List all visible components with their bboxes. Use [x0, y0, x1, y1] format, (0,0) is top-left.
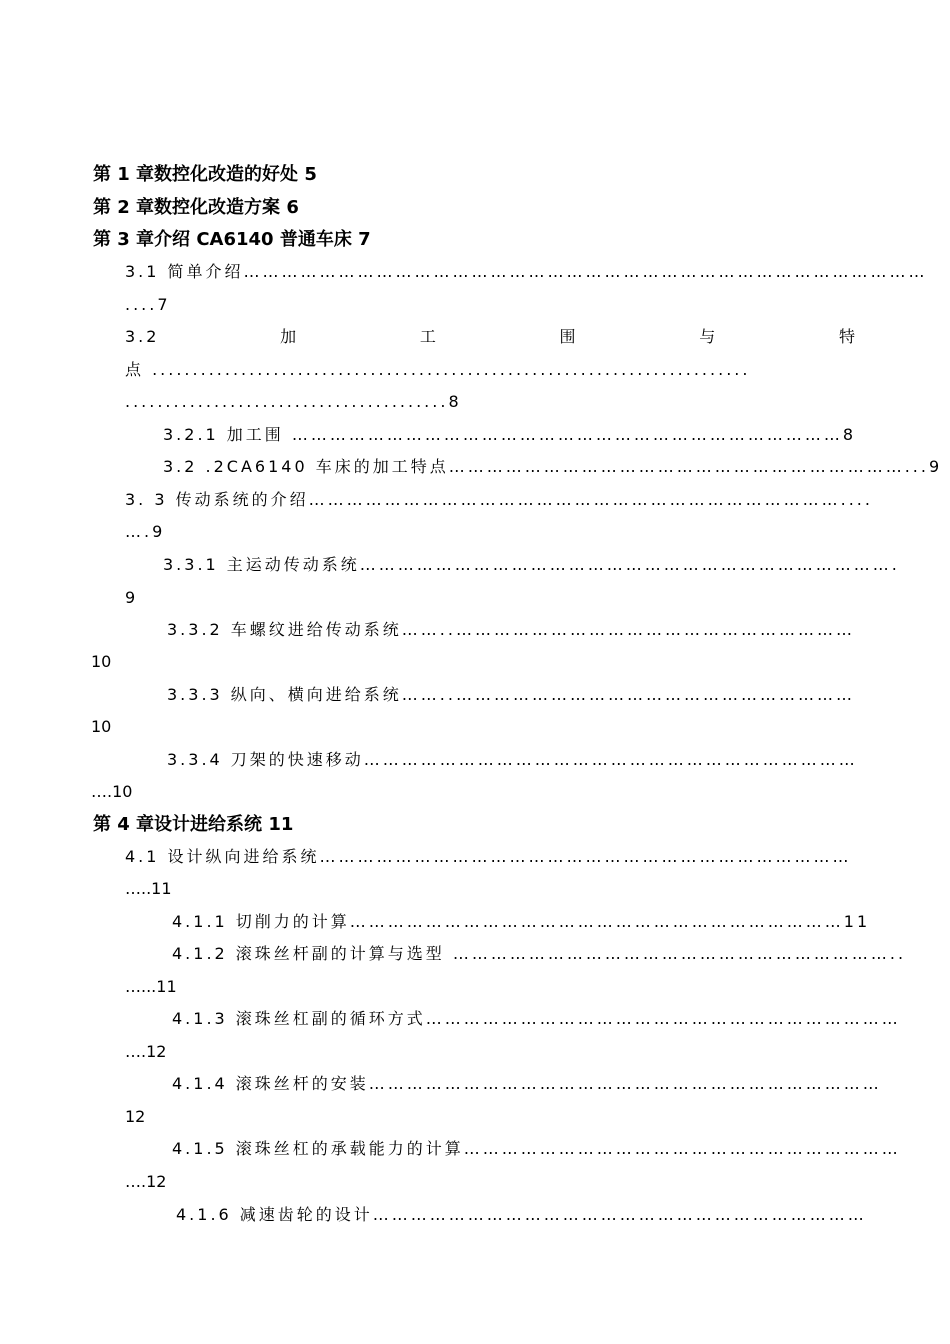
toc-entry-4-1-5[interactable]: 4.1.5 滚珠丝杠的承载能力的计算…………………………………………………………… — [172, 1139, 901, 1158]
toc-entry-3-3[interactable]: 3. 3 传动系统的介绍………………………………………………………………………….... — [125, 490, 873, 509]
toc-entry-3-1[interactable]: 3.1 简单介绍……………………………………………………………………………………………… — [125, 262, 928, 281]
toc-entry-3-3-3[interactable]: 3.3.3 纵向、横向进给系统……..……………………………………………………… — [167, 685, 855, 704]
toc-entry-3-3-page: ….9 — [125, 522, 166, 541]
toc-entry-4-1-page: …..11 — [125, 879, 172, 898]
toc-entry-4-1-3[interactable]: 4.1.3 滚珠丝杠副的循环方式………………………………………………………………… — [172, 1009, 901, 1028]
toc-chapter-4[interactable]: 第 4 章设计进给系统 11 — [93, 814, 294, 835]
toc-chapter-1[interactable]: 第 1 章数控化改造的好处 5 — [93, 164, 317, 185]
toc-entry-3-2-line2: 点 .......................................................................... — [125, 360, 751, 379]
toc-entry-4-1[interactable]: 4.1 设计纵向进给系统………………………………………………………………………… — [125, 847, 852, 866]
toc-entry-4-1-6[interactable]: 4.1.6 减速齿轮的设计…………………………………………………………………… — [176, 1205, 867, 1224]
toc-entry-3-2-word: 围 — [559, 327, 579, 346]
toc-entry-4-1-5-page: ….12 — [125, 1172, 167, 1191]
toc-entry-3-3-2-page: 10 — [91, 652, 112, 671]
toc-entry-3-2-word: 与 — [699, 327, 719, 346]
toc-entry-4-1-4[interactable]: 4.1.4 滚珠丝杆的安装……………………………………………………………………… — [172, 1074, 882, 1093]
toc-entry-4-1-3-page: ….12 — [125, 1042, 167, 1061]
toc-entry-3-3-4-page: ….10 — [91, 782, 133, 801]
toc-entry-4-1-2-page: …...11 — [125, 977, 177, 996]
toc-entry-3-2-word: 特 — [838, 327, 858, 346]
toc-entry-4-1-4-page: 12 — [125, 1107, 146, 1126]
toc-entry-3-2-page: ........................................8 — [125, 392, 462, 411]
toc-chapter-2[interactable]: 第 2 章数控化改造方案 6 — [93, 197, 299, 218]
toc-entry-3-3-1-page: 9 — [125, 588, 136, 607]
toc-entry-3-3-4[interactable]: 3.3.4 刀架的快速移动…………………………………………………………………… — [167, 750, 858, 769]
toc-entry-3-2-word: 加 — [280, 327, 300, 346]
toc-entry-3-3-1[interactable]: 3.3.1 主运动传动系统…………………………………………………………………………. — [163, 555, 900, 574]
toc-entry-3-3-3-page: 10 — [91, 717, 112, 736]
toc-entry-3-2-1[interactable]: 3.2.1 加工围 ……………………………………………………………………………8 — [163, 425, 857, 444]
toc-chapter-3[interactable]: 第 3 章介绍 CA6140 普通车床 7 — [93, 229, 371, 250]
toc-entry-3-3-2[interactable]: 3.3.2 车螺纹进给传动系统……..……………………………………………………… — [167, 620, 855, 639]
toc-entry-4-1-1[interactable]: 4.1.1 切削力的计算……………………………………………………………………11 — [172, 912, 871, 931]
toc-entry-3-2-word: 工 — [419, 327, 439, 346]
toc-entry-4-1-2[interactable]: 4.1.2 滚珠丝杆副的计算与选型 …………………………………………………………….. — [172, 944, 907, 963]
toc-entry-3-2-2[interactable]: 3.2 .2CA6140 车床的加工特点………………………………………………………………...9 — [163, 457, 943, 476]
toc-entry-3-1-page: ....7 — [125, 295, 171, 314]
toc-entry-3-2-word: 3.2 — [125, 327, 160, 346]
toc-entry-3-2[interactable] — [125, 327, 858, 347]
